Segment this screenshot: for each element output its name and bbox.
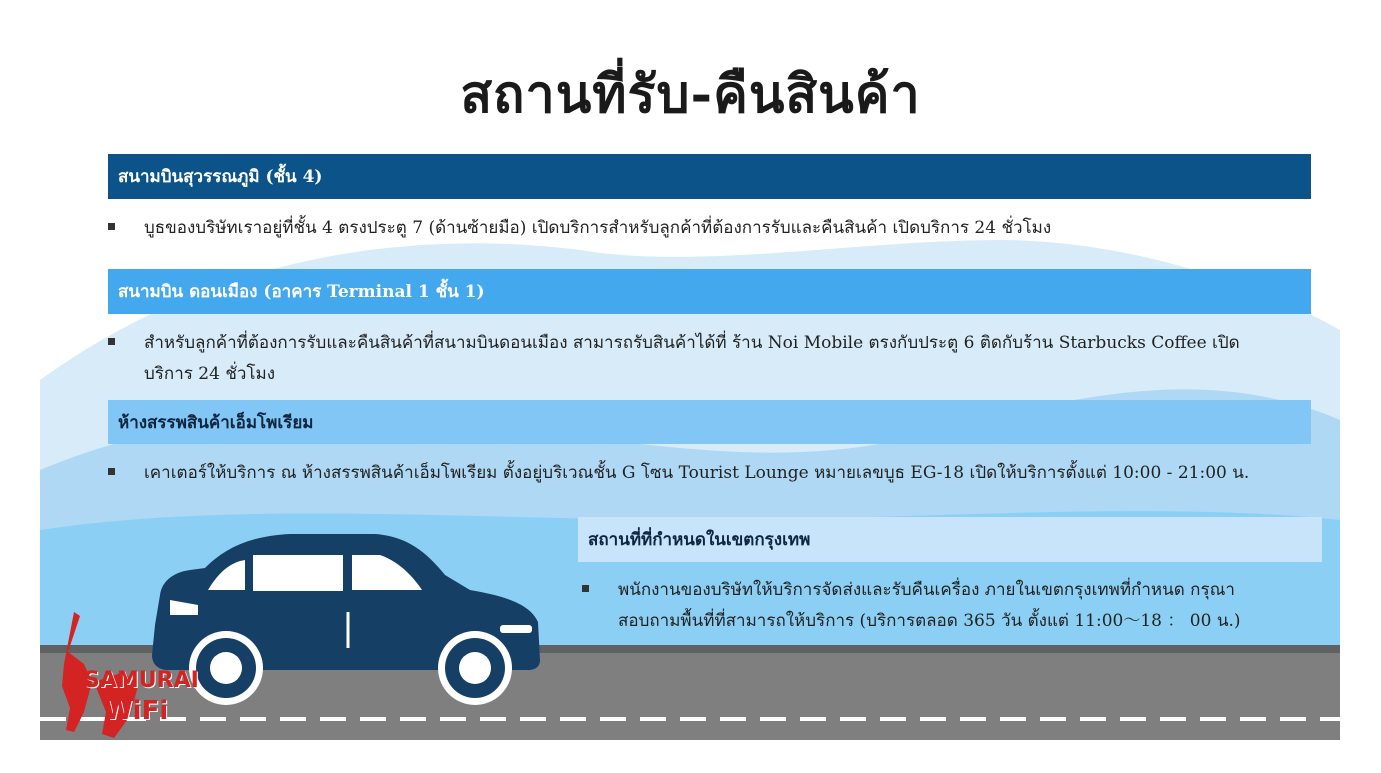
square-bullet-icon [108,468,115,475]
section-text-line-1: สำหรับลูกค้าที่ต้องการรับและคืนสินค้าที่สนามบินดอนเมือง สามารถรับสินค้าได้ที่ ร้าน Noi Mobile ตรงกับประตู 6 ติดกับร้าน Starbucks Coffee เปิด [144,333,1240,353]
square-bullet-icon [582,585,589,592]
samurai-wifi-logo [54,612,204,742]
section-item-emporium [108,458,1311,489]
section-text-line-1: พนักงานของบริษัทให้บริการจัดส่งและรับคืนเครื่อง ภายในเขตกรุงเทพที่กำหนด กรุณา [618,580,1235,600]
section-heading-emporium: ห้างสรรพสินค้าเอ็มโพเรียม [108,400,1311,444]
section-text-line-2: สอบถามพื้นที่ที่สามารถให้บริการ (บริการตลอด 365 วัน ตั้งแต่ 11:00〜18 ： 00 น.) [618,611,1241,631]
section-item-suvarnabhumi [108,213,1311,244]
section-text: เคาเตอร์ให้บริการ ณ ห้างสรรพสินค้าเอ็มโพเรียม ตั้งอยู่บริเวณชั้น G โซน Tourist Lounge หมายเลขบูธ EG-18 เปิดให้บริการตั้งแต่ 10:00 - 21:00 น. [144,463,1250,483]
square-bullet-icon [108,338,115,345]
section-heading-bangkok-delivery: สถานที่ที่กำหนดในเขตกรุงเทพ [578,517,1322,562]
section-text-line-2: บริการ 24 ชั่วโมง [144,364,276,384]
square-bullet-icon [108,223,115,230]
section-heading-suvarnabhumi: สนามบินสุวรรณภูมิ (ชั้น 4) [108,154,1311,199]
logo-word-samurai: SAMURAI [84,668,199,693]
page-title: สถานที่รับ-คืนสินค้า [460,64,921,125]
logo-word-wifi: WiFi [104,696,169,726]
section-item-don-mueang [108,328,1311,390]
section-heading-don-mueang: สนามบิน ดอนเมือง (อาคาร Terminal 1 ชั้น 1) [108,269,1311,314]
section-item-bangkok-delivery [582,575,1322,637]
section-text: บูธของบริษัทเราอยู่ที่ชั้น 4 ตรงประตู 7 (ด้านซ้ายมือ) เปิดบริการสำหรับลูกค้าที่ต้องการรับและคืนสินค้า เปิดบริการ 24 ชั่วโมง [144,218,1052,238]
